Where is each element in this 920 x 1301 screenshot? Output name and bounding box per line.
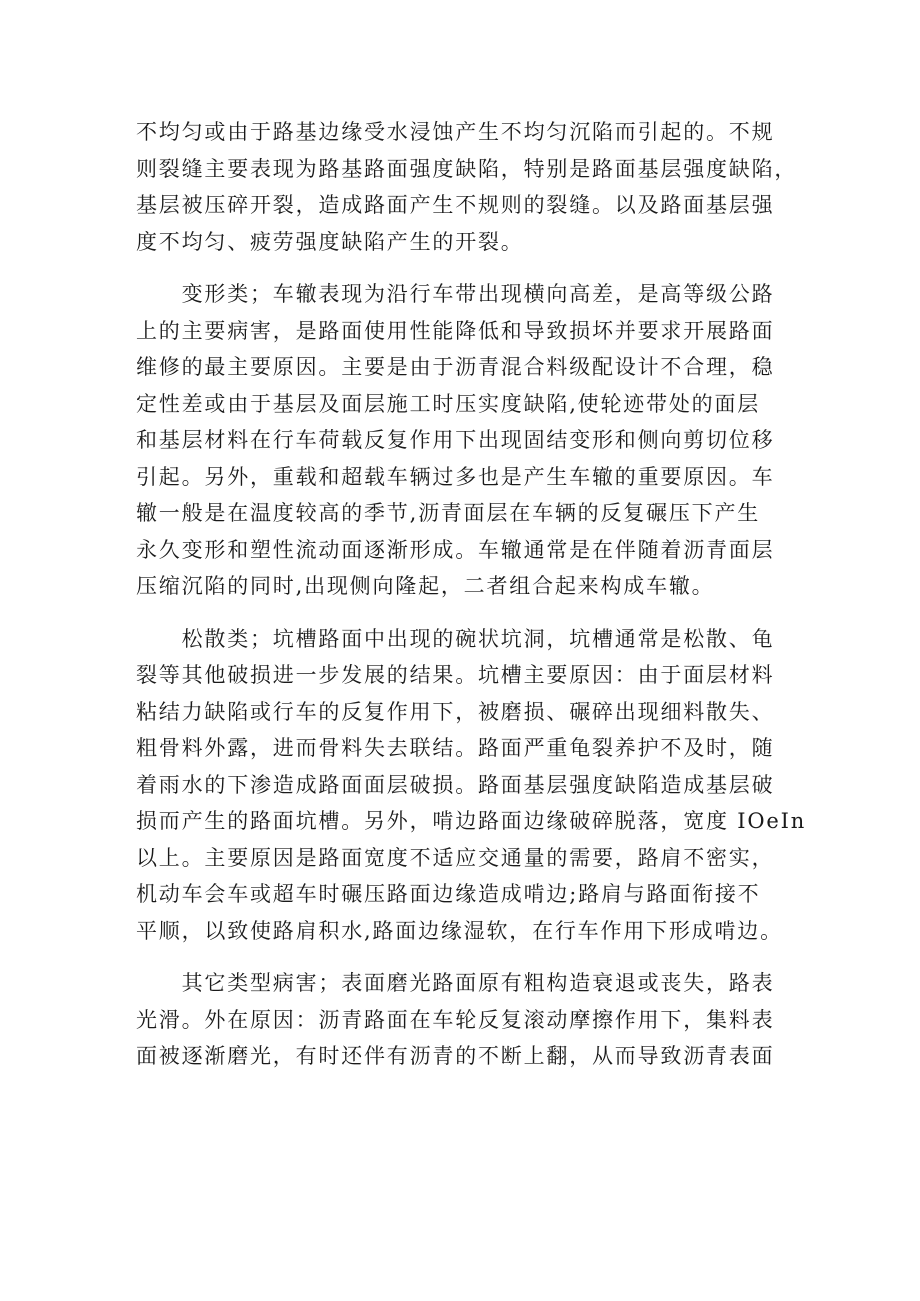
text-line: 粘结力缺陷或行车的反复作用下，被磨损、碾碎出现细料散失、 [136,699,775,724]
text-line: 则裂缝主要表现为路基路面强度缺陷，特别是路面基层强度缺陷， [136,156,798,181]
text-line: 其它类型病害；表面磨光路面原有粗构造衰退或丧失，路表 [136,971,775,995]
text-line: 上的主要病害，是路面使用性能降低和导致损坏并要求开展路面 [136,318,775,343]
text-line: 裂等其他破损进一步发展的结果。坑槽主要原因：由于面层材料 [136,663,775,687]
paragraph-cracks-continued [136,114,796,260]
text-line: 不均匀或由于路基边缘受水浸蚀产生不均匀沉陷而引起的。不规 [136,120,775,144]
text-line: 着雨水的下渗造成路面面层破损。路面基层强度缺陷造成基层破 [136,772,775,797]
text-line: 度不均匀、疲劳强度缺陷产生的开裂。 [136,229,524,254]
text-line: 机动车会车或超车时碾压路面边缘造成啃边;路肩与路面衔接不 [136,882,761,906]
text-line: 维修的最主要原因。主要是由于沥青混合料级配设计不合理，稳 [136,355,775,379]
text-line: 永久变形和塑性流动面逐渐形成。车辙通常是在伴随着沥青面层 [136,537,775,562]
text-line: 面被逐渐磨光，有时还伴有沥青的不断上翻，从而导致沥青表面 [136,1044,775,1068]
paragraph-deformation [136,276,796,605]
text-line: 松散类；坑槽路面中出现的碗状坑洞，坑槽通常是松散、龟 [136,626,775,651]
text-line: 损而产生的路面坑槽。另外，啃边路面边缘破碎脱落，宽度 IOeIn [136,809,807,833]
text-line: 平顺，以致使路肩积水,路面边缘湿软，在行车作用下形成啃边。 [136,918,783,943]
text-line: 辙一般是在温度较高的季节,沥青面层在车辆的反复碾压下产生 [136,501,761,525]
document-body [136,114,807,1091]
text-line: 定性差或由于基层及面层施工时压实度缺陷,使轮迹带处的面层 [136,391,761,416]
text-line: 粗骨料外露，进而骨料失去联结。路面严重龟裂养护不及时，随 [136,736,775,760]
text-line: 引起。另外，重载和超载车辆过多也是产生车辙的重要原因。车 [136,464,775,489]
text-line: 光滑。外在原因：沥青路面在车轮反复滚动摩擦作用下，集料表 [136,1007,775,1032]
paragraph-other-defects [136,965,796,1075]
text-line: 基层被压碎开裂，造成路面产生不规则的裂缝。以及路面基层强 [136,193,775,217]
paragraph-loosening [136,621,807,950]
text-line: 变形类；车辙表现为沿行车带出现横向高差，是高等级公路 [136,282,775,306]
text-line: 以上。主要原因是路面宽度不适应交通量的需要，路肩不密实， [136,845,775,870]
text-line: 和基层材料在行车荷载反复作用下出现固结变形和侧向剪切位移 [136,428,775,452]
text-line: 压缩沉陷的同时,出现侧向隆起，二者组合起来构成车辙。 [136,574,715,598]
